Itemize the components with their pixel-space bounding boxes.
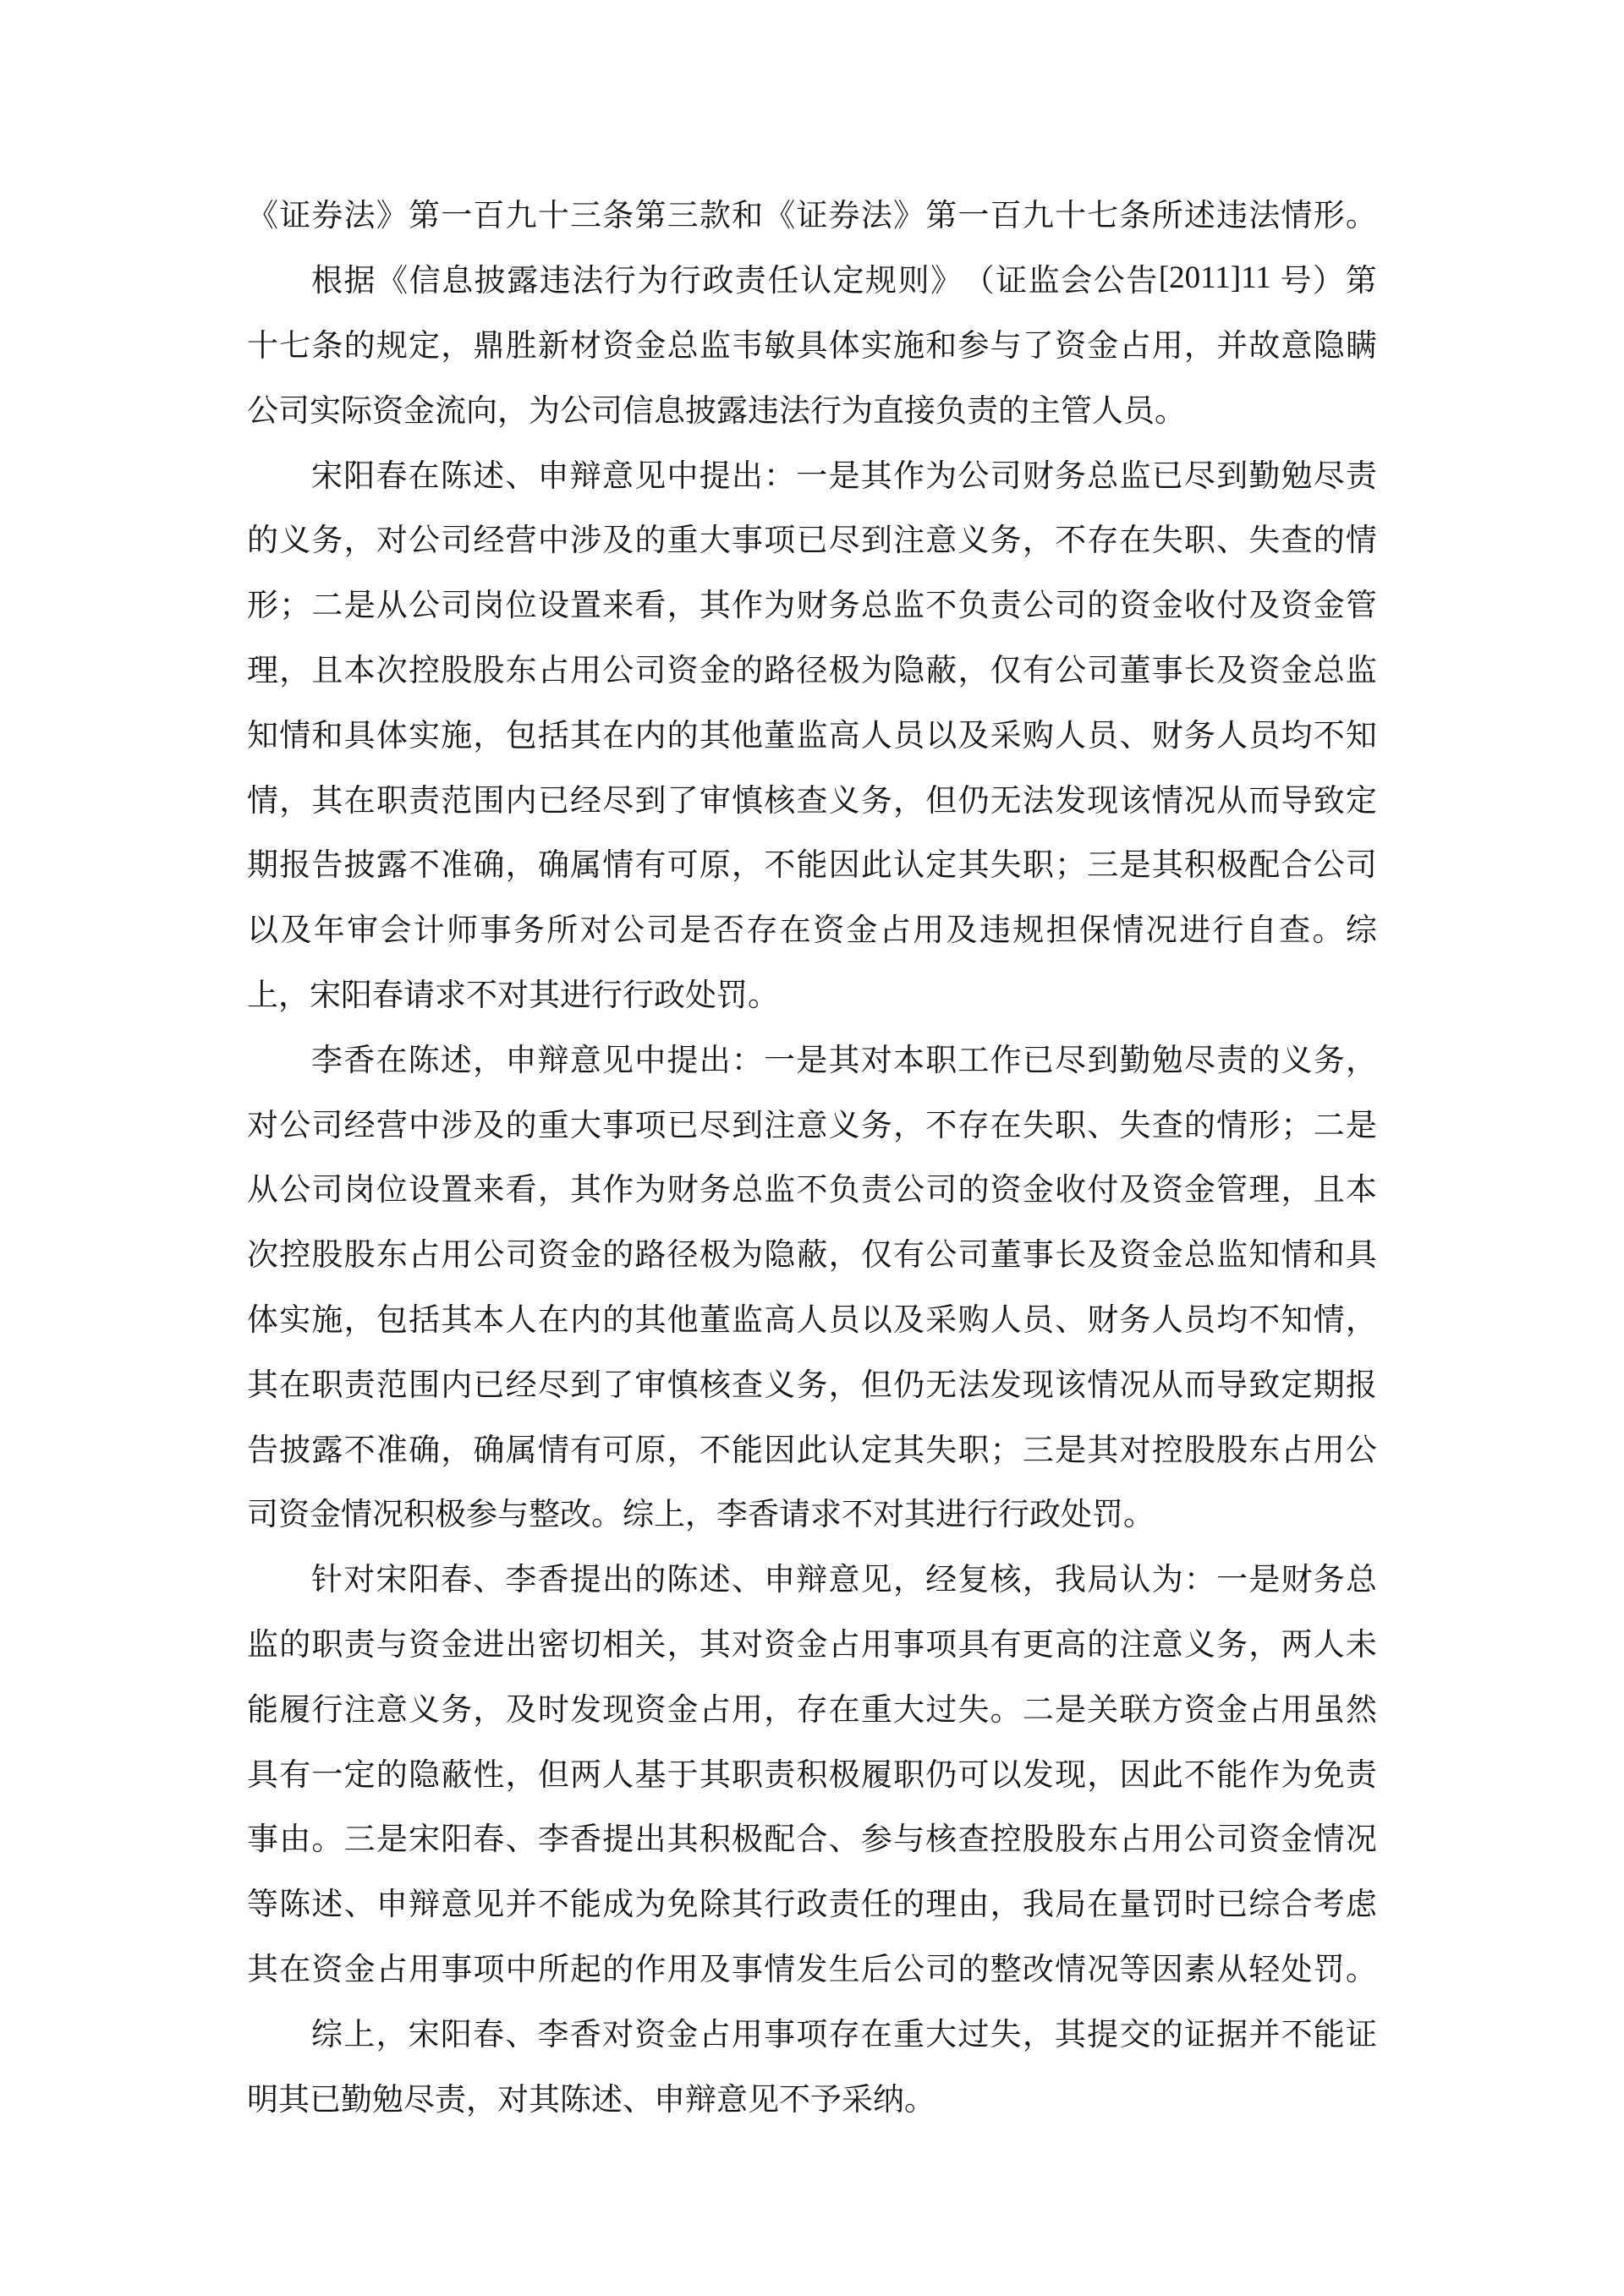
text-line-21: 司 资 金 情 况 积 极 参 与 整 改 。 综 上 ， 李 香 请 求 不 对 其 进 行 行 政 处 罚 。 bbox=[247, 1498, 1155, 1533]
text-line-23: 监 的 职 责 与 资 金 进 出 密 切 相 关 ， 其 对 资 金 占 用 事 项 具 有 更 高 的 注 意 义 务 ， 两 人 未 bbox=[247, 1627, 1377, 1663]
text-line-13: 上 ， 宋 阳 春 请 求 不 对 其 进 行 行 政 处 罚 。 bbox=[247, 978, 779, 1013]
text-line-29: 综 上 ， 宋 阳 春 、 李 香 对 资 金 占 用 事 项 存 在 重 大 过 失 ， 其 提 交 的 证 据 并 不 能 证 bbox=[311, 2017, 1377, 2052]
text-line-22: 针 对 宋 阳 春 、 李 香 提 出 的 陈 述 、 申 辩 意 见 ， 经 复 核 ， 我 局 认 为 ： 一 是 财 务 总 bbox=[311, 1563, 1377, 1598]
text-line-25: 具 有 一 定 的 隐 蔽 性 ， 但 两 人 基 于 其 职 责 积 极 履 职 仍 可 以 发 现 ， 因 此 不 能 作 为 免 责 bbox=[247, 1757, 1377, 1793]
text-line-24: 能 履 行 注 意 义 务 ， 及 时 发 现 资 金 占 用 ， 存 在 重 大 过 失 。 二 是 关 联 方 资 金 占 用 虽 然 bbox=[247, 1692, 1377, 1728]
text-line-1: 《 证 券 法 》 第 一 百 九 十 三 条 第 三 款 和 《 证 券 法 》 第 一 百 九 十 七 条 所 述 违 法 情 形 。 bbox=[247, 199, 1377, 234]
text-line-9: 知 情 和 具 体 实 施 ， 包 括 其 在 内 的 其 他 董 监 高 人 员 以 及 采 购 人 员 、 财 务 人 员 均 不 知 bbox=[247, 718, 1377, 753]
text-line-11: 期 报 告 披 露 不 准 确 ， 确 属 情 有 可 原 ， 不 能 因 此 认 定 其 失 职 ； 三 是 其 积 极 配 合 公 司 bbox=[247, 848, 1377, 884]
text-line-18: 体 实 施 ， 包 括 其 本 人 在 内 的 其 他 董 监 高 人 员 以 及 采 购 人 员 、 财 务 人 员 均 不 知 情 ， bbox=[247, 1302, 1377, 1338]
text-line-19: 其 在 职 责 范 围 内 已 经 尽 到 了 审 慎 核 查 义 务 ， 但 仍 无 法 发 现 该 情 况 从 而 导 致 定 期 报 bbox=[247, 1367, 1377, 1403]
document-text-block bbox=[247, 180, 1377, 2129]
text-line-8: 理 ， 且 本 次 控 股 股 东 占 用 公 司 资 金 的 路 径 极 为 隐 蔽 ， 仅 有 公 司 董 事 长 及 资 金 总 监 bbox=[247, 653, 1377, 688]
text-line-14: 李 香 在 陈 述 ， 申 辩 意 见 中 提 出 ： 一 是 其 对 本 职 工 作 已 尽 到 勤 勉 尽 责 的 义 务 ， bbox=[311, 1043, 1377, 1078]
text-line-12: 以 及 年 审 会 计 师 事 务 所 对 公 司 是 否 存 在 资 金 占 用 及 违 规 担 保 情 况 进 行 自 查 。 综 bbox=[247, 913, 1377, 949]
text-line-30: 明 其 已 勤 勉 尽 责 ， 对 其 陈 述 、 申 辩 意 见 不 予 采 纳 。 bbox=[247, 2082, 935, 2118]
text-line-5: 宋 阳 春 在 陈 述 、 申 辩 意 见 中 提 出 ： 一 是 其 作 为 公 司 财 务 总 监 已 尽 到 勤 勉 尽 责 bbox=[311, 458, 1377, 494]
text-line-4: 公 司 实 际 资 金 流 向 ， 为 公 司 信 息 披 露 违 法 行 为 直 接 负 责 的 主 管 人 员 。 bbox=[247, 393, 1186, 429]
text-line-16: 从 公 司 岗 位 设 置 来 看 ， 其 作 为 财 务 总 监 不 负 责 公 司 的 资 金 收 付 及 资 金 管 理 ， 且 本 bbox=[247, 1173, 1377, 1208]
text-line-28: 其 在 资 金 占 用 事 项 中 所 起 的 作 用 及 事 情 发 生 后 公 司 的 整 改 情 况 等 因 素 从 轻 处 罚 。 bbox=[247, 1952, 1377, 1987]
text-line-6: 的 义 务 ， 对 公 司 经 营 中 涉 及 的 重 大 事 项 已 尽 到 注 意 义 务 ， 不 存 在 失 职 、 失 查 的 情 bbox=[247, 523, 1377, 559]
text-line-15: 对 公 司 经 营 中 涉 及 的 重 大 事 项 已 尽 到 注 意 义 务 ， 不 存 在 失 职 、 失 查 的 情 形 ； 二 是 bbox=[247, 1108, 1377, 1143]
text-line-20: 告 披 露 不 准 确 ， 确 属 情 有 可 原 ， 不 能 因 此 认 定 其 失 职 ； 三 是 其 对 控 股 股 东 占 用 公 bbox=[247, 1433, 1377, 1468]
text-line-2: 根 据 《 信 息 披 露 违 法 行 为 行 政 责 任 认 定 规 则 》 （ 证 监 会 公 告 [2011]11 号 ） 第 bbox=[311, 260, 1377, 299]
text-line-10: 情 ， 其 在 职 责 范 围 内 已 经 尽 到 了 审 慎 核 查 义 务 ， 但 仍 无 法 发 现 该 情 况 从 而 导 致 定 bbox=[247, 783, 1377, 819]
text-line-17: 次 控 股 股 东 占 用 公 司 资 金 的 路 径 极 为 隐 蔽 ， 仅 有 公 司 董 事 长 及 资 金 总 监 知 情 和 具 bbox=[247, 1238, 1377, 1274]
text-line-7: 形 ； 二 是 从 公 司 岗 位 设 置 来 看 ， 其 作 为 财 务 总 监 不 负 责 公 司 的 资 金 收 付 及 资 金 管 bbox=[247, 589, 1377, 624]
text-line-3: 十 七 条 的 规 定 ， 鼎 胜 新 材 资 金 总 监 韦 敏 具 体 实 施 和 参 与 了 资 金 占 用 ， 并 故 意 隐 瞒 bbox=[247, 328, 1377, 364]
text-line-26: 事 由 。 三 是 宋 阳 春 、 李 香 提 出 其 积 极 配 合 、 参 与 核 查 控 股 股 东 占 用 公 司 资 金 情 况 bbox=[247, 1822, 1377, 1858]
text-line-27: 等 陈 述 、 申 辩 意 见 并 不 能 成 为 免 除 其 行 政 责 任 的 理 由 ， 我 局 在 量 罚 时 已 综 合 考 虑 bbox=[247, 1888, 1377, 1923]
